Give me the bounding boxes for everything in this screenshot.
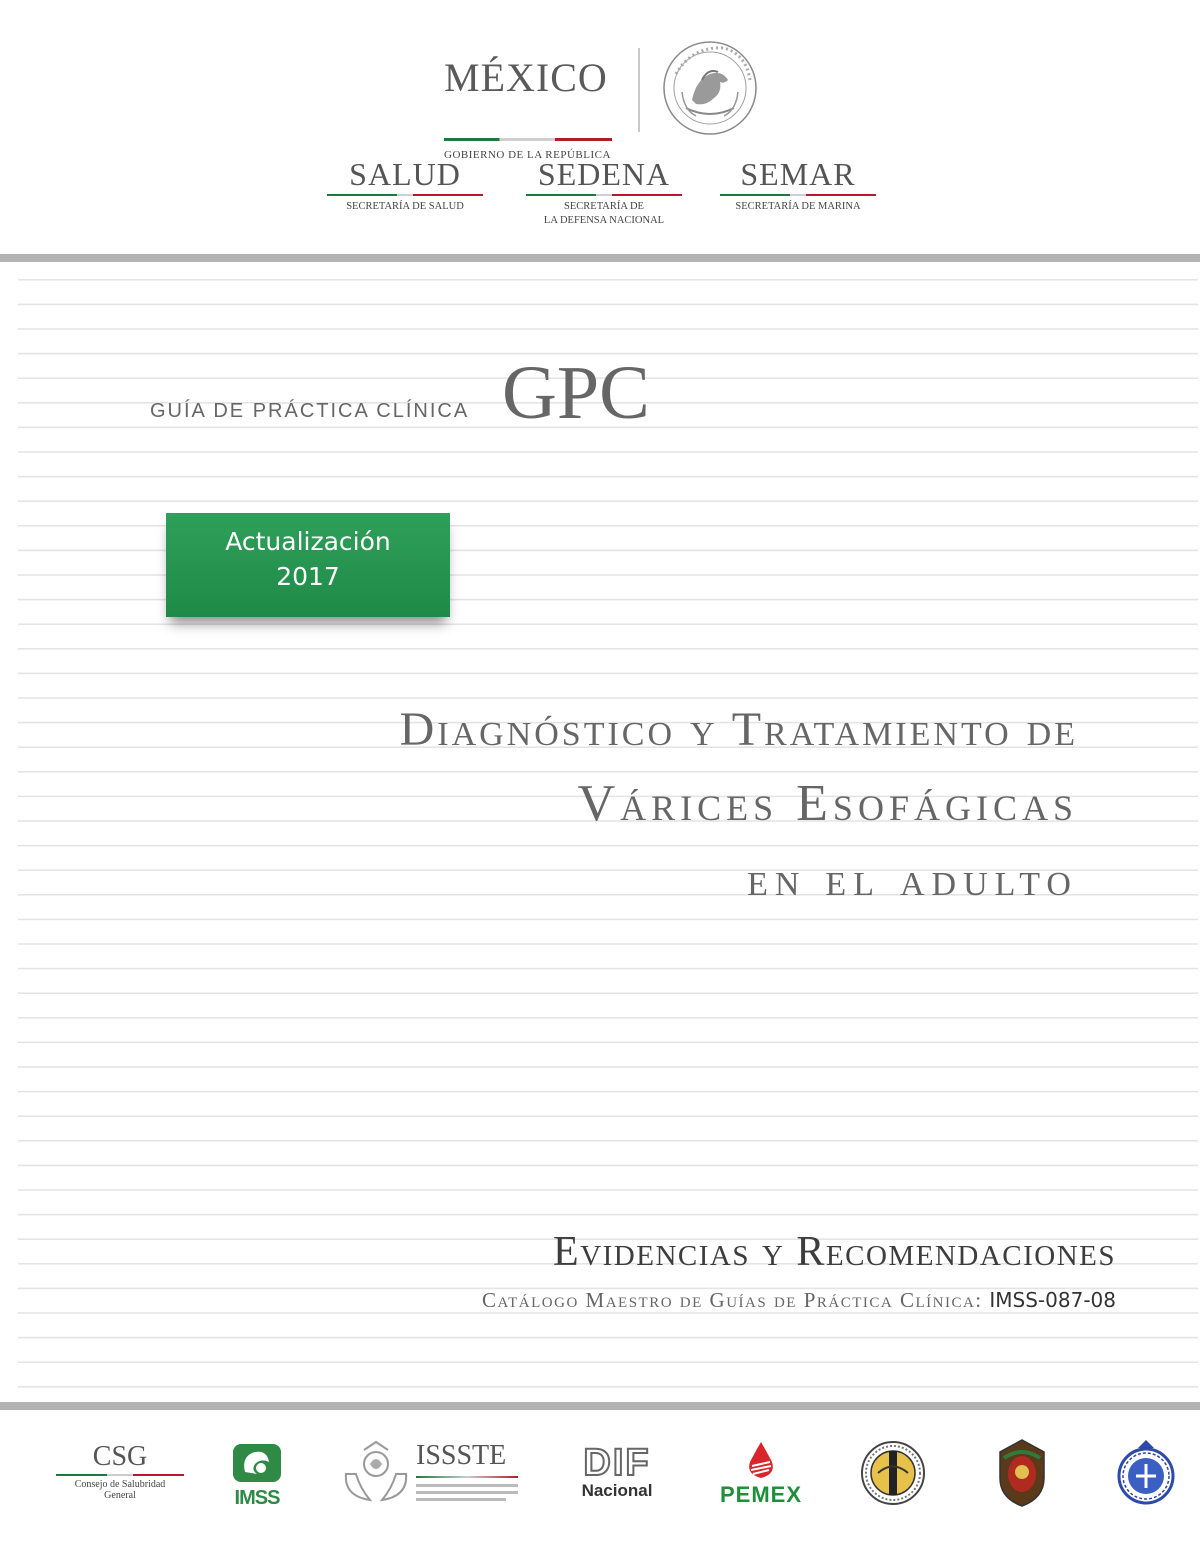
csg-sub1: Consejo de Salubridad: [74, 1479, 166, 1490]
ruled-line: [18, 697, 1198, 699]
department-stripe: [327, 194, 483, 196]
department-name: SEMAR: [740, 156, 856, 192]
ruled-line: [18, 476, 1198, 478]
navy-crest-icon: [1114, 1438, 1178, 1506]
issste-name: ISSSTE: [416, 1440, 507, 1471]
government-header: [440, 40, 770, 161]
ruled-line: [18, 1386, 1198, 1388]
title-line-1: Diagnóstico y Tratamiento de: [399, 703, 1078, 756]
csg-stripe: [56, 1474, 184, 1476]
ruled-line: [18, 1361, 1198, 1363]
ruled-line: [18, 1189, 1198, 1191]
imss-logo: [228, 1442, 286, 1507]
top-rule: [0, 254, 1200, 262]
ruled-line: [18, 500, 1198, 502]
catalog-code: IMSS-087-08: [989, 1288, 1116, 1312]
ruled-line: [18, 919, 1198, 921]
dif-sub: Nacional: [581, 1481, 653, 1500]
guide-acronym: GPC: [502, 351, 650, 435]
department-subtitle: SECRETARÍA DE LA DEFENSA NACIONAL: [543, 201, 665, 226]
csg-name: CSG: [92, 1441, 148, 1472]
update-badge: [166, 513, 450, 617]
department-sedena: [524, 156, 684, 228]
department-stripe: [720, 194, 876, 196]
badge-line1: Actualización: [225, 527, 391, 556]
ruled-line: [18, 623, 1198, 625]
dif-logo: [574, 1444, 660, 1500]
dif-name: DIF: [583, 1442, 651, 1484]
title-line-2: Várices Esofágicas: [577, 775, 1078, 832]
ruled-line: [18, 1140, 1198, 1142]
imss-name: IMSS: [234, 1487, 280, 1509]
ruled-line: [18, 1214, 1198, 1216]
flag-stripe: [444, 138, 612, 141]
national-seal-icon: [662, 40, 758, 136]
ruled-line: [18, 1042, 1198, 1044]
csg-sub2: General: [104, 1490, 136, 1501]
ruled-line: [18, 1115, 1198, 1117]
department-name: SEDENA: [537, 156, 671, 192]
ruled-line: [18, 328, 1198, 330]
ruled-line: [18, 992, 1198, 994]
imss-emblem-icon: [231, 1442, 283, 1484]
government-subtitle: GOBIERNO DE LA REPÚBLICA: [444, 149, 611, 161]
pemex-flame-icon: [738, 1440, 784, 1480]
ruled-line: [18, 1165, 1198, 1167]
catalog-label: Catálogo Maestro de Guías de Práctica Clínica:: [481, 1288, 983, 1312]
department-semar: [718, 156, 878, 214]
ruled-line: [18, 279, 1198, 281]
issste-hands-icon: [340, 1440, 412, 1504]
department-subtitle: SECRETARÍA DE SALUD: [346, 201, 464, 212]
catalog-line: [482, 1288, 1116, 1313]
ruled-line: [18, 648, 1198, 650]
section-heading: Evidencias y Recomendaciones: [553, 1229, 1116, 1275]
ruled-line: [18, 304, 1198, 306]
issste-logo: [340, 1440, 522, 1508]
department-name: SALUD: [349, 156, 461, 192]
badge-line2: 2017: [276, 562, 340, 591]
pemex-logo: [708, 1440, 814, 1505]
bottom-rule: [0, 1402, 1200, 1410]
country-name: MÉXICO: [444, 55, 608, 100]
ruled-line: [18, 1017, 1198, 1019]
ruled-line: [18, 1337, 1198, 1339]
ruled-line: [18, 968, 1198, 970]
ruled-line: [18, 943, 1198, 945]
university-seal-icon: [860, 1440, 926, 1506]
ruled-line: [18, 1091, 1198, 1093]
department-salud: [325, 156, 485, 214]
title-line-3: en el adulto: [747, 853, 1078, 906]
ruled-line: [18, 771, 1198, 773]
department-stripe: [526, 194, 682, 196]
header-divider: [638, 48, 640, 132]
ruled-line: [18, 845, 1198, 847]
pemex-name: PEMEX: [719, 1482, 803, 1507]
army-crest-icon: [994, 1438, 1050, 1508]
ruled-line: [18, 451, 1198, 453]
guide-label: GUÍA DE PRÁCTICA CLÍNICA: [150, 400, 470, 422]
issste-stripe: [416, 1476, 518, 1478]
csg-logo: [52, 1442, 188, 1501]
department-subtitle: SECRETARÍA DE MARINA: [735, 201, 861, 212]
issste-subtitle-lines: [416, 1482, 518, 1502]
ruled-line: [18, 1066, 1198, 1068]
ruled-line: [18, 673, 1198, 675]
